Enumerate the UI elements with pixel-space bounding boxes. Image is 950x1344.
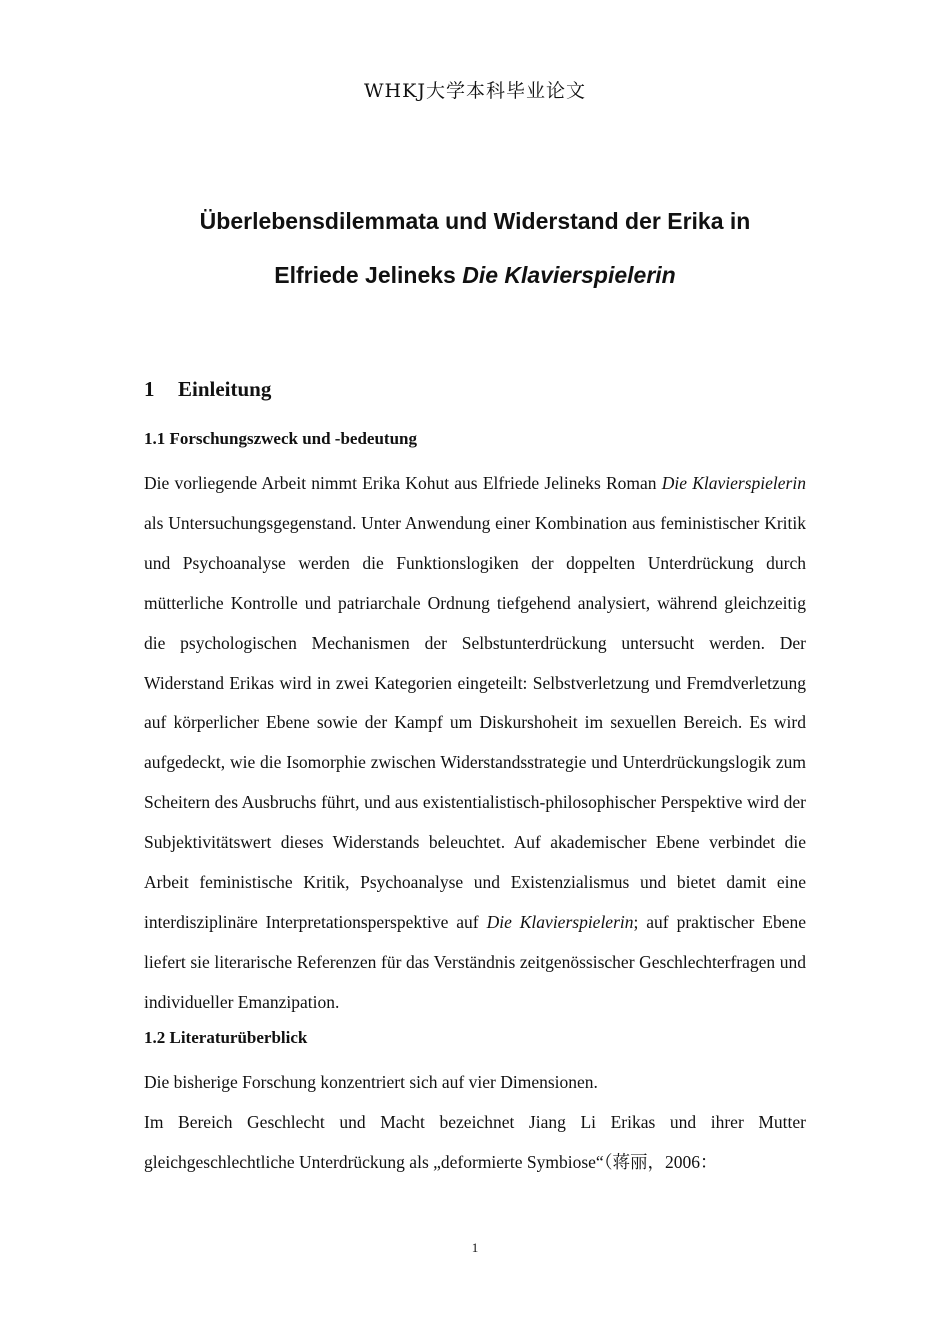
thesis-title-line-2 — [0, 262, 950, 289]
text-run: Die vorliegende Arbeit nimmt Erika Kohut aus Elfriede Jelineks Roman — [144, 473, 662, 493]
page-number: 1 — [471, 1240, 479, 1255]
text-run: als Untersuchungsgegenstand. Unter Anwendung einer Kombination aus feministischer Kritik und Psychoanalyse werden die Funktionslogiken der doppelten Unterdrückung durch mütterliche Kontrolle und patriarchale Ordnung tiefgehend analysiert, während gleichzeitig die psychologischen Mechanismen der Selbstunterdrückung untersucht werden. Der Widerstand Erikas wird in zwei Kategorien eingeteilt: Selbstverletzung und Fremdverletzung auf körperlicher Ebene sowie der Kampf um Diskurshoheit im sexuellen Bereich. Es wird aufgedeckt, wie die Isomorphie zwischen Widerstandsstrategie und Unterdrückungslogik zum Scheitern des Ausbruchs führt, und aus existentialistisch-philosophischer Perspektive wird der Subjektivitätswert dieses Widerstands beleuchtet. Auf akademischer Ebene verbindet die Arbeit feministische Kritik, Psychoanalyse und Existenzialismus und bietet damit eine interdisziplinäre Interpretationsperspektive auf — [144, 512, 806, 932]
section-number: 1 — [144, 377, 155, 401]
italic-work-title: Die Klavierspielerin — [661, 473, 806, 493]
italic-work-title: Die Klavierspielerin — [486, 911, 634, 932]
running-header: WHKJ大学本科毕业论文 — [364, 80, 586, 102]
paragraph-lit-overview-intro: Die bisherige Forschung konzentriert sich auf vier Dimensionen. — [144, 1071, 598, 1092]
paragraph-lit-overview-gender: Im Bereich Geschlecht und Macht bezeichnet Jiang Li Erikas und ihrer Mutter gleichgeschlechtliche Unterdrückung als „deformierte Symbiose“（蒋丽，2006： — [144, 1111, 806, 1172]
section-title: Einleitung — [178, 377, 272, 401]
thesis-title-line-1: Überlebensdilemmata und Widerstand der Erika in — [199, 208, 751, 234]
subsection-heading-1-2: 1.2 Literaturüberblick — [144, 1027, 308, 1047]
paragraph-research-purpose — [144, 464, 806, 1023]
title-author-part: Elfriede Jelineks — [274, 262, 463, 288]
subsection-heading-1-1: 1.1 Forschungszweck und -bedeutung — [144, 429, 417, 448]
section-heading — [144, 372, 806, 406]
title-work-name: Die Klavierspielerin — [462, 262, 676, 288]
text-run: ; auf praktischer Ebene liefert sie literarische Referenzen für das Verständnis zeitgenössischer Geschlechterfragen und individueller Emanzipation. — [144, 911, 806, 1012]
document-body — [144, 372, 806, 1182]
